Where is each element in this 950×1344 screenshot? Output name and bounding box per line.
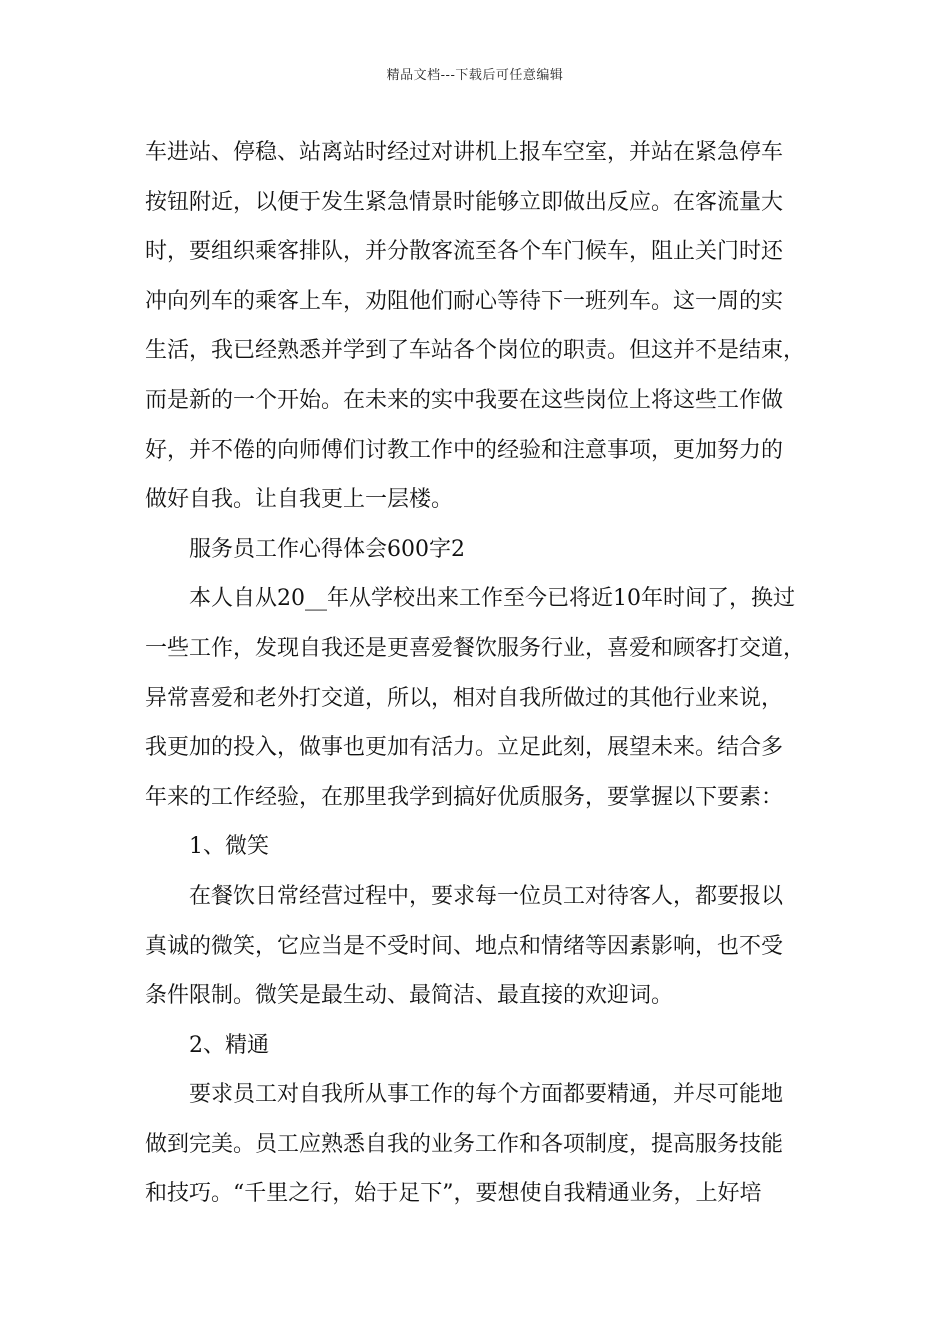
- document-body: [145, 128, 810, 1219]
- body-text-line: 我更加的投入，做事也更加有活力。立足此刻，展望未来。结合多: [145, 735, 784, 761]
- body-text-line: 年来的工作经验，在那里我学到搞好优质服务，要掌握以下要素：: [145, 784, 784, 810]
- list-heading: 2、精通: [189, 1032, 269, 1058]
- body-text-line: 本人自从20__年从学校出来工作至今已将近10年时间了，换过: [189, 586, 795, 612]
- section-title: 服务员工作心得体会600字2: [189, 536, 465, 562]
- body-text-line: 冲向列车的乘客上车，劝阻他们耐心等待下一班列车。这一周的实: [145, 288, 784, 314]
- body-text-line: 和技巧。“千里之行，始于足下”，要想使自我精通业务，上好培: [145, 1181, 762, 1207]
- body-text-line: 条件限制。微笑是最生动、最简洁、最直接的欢迎词。: [145, 983, 674, 1009]
- body-text-line: 车进站、停稳、站离站时经过对讲机上报车空室，并站在紧急停车: [145, 140, 784, 165]
- body-text-line: 而是新的一个开始。在未来的实中我要在这些岗位上将这些工作做: [145, 387, 784, 413]
- body-text-line: 真诚的微笑，它应当是不受时间、地点和情绪等因素影响，也不受: [145, 933, 784, 959]
- body-text-line: 按钮附近，以便于发生紧急情景时能够立即做出反应。在客流量大: [145, 189, 784, 215]
- body-text-line: 在餐饮日常经营过程中，要求每一位员工对待客人，都要报以: [189, 883, 784, 909]
- body-text-line: 生活，我已经熟悉并学到了车站各个岗位的职责。但这并不是结束，: [145, 338, 806, 364]
- body-text-line: 一些工作，发现自我还是更喜爱餐饮服务行业，喜爱和顾客打交道，: [145, 635, 806, 661]
- body-text-line: 做好自我。让自我更上一层楼。: [145, 487, 454, 513]
- body-text-line: 异常喜爱和老外打交道，所以，相对自我所做过的其他行业来说，: [145, 685, 784, 711]
- body-text-line: 时，要组织乘客排队，并分散客流至各个车门候车，阻止关门时还: [145, 239, 784, 265]
- body-text-line: 好，并不倦的向师傅们讨教工作中的经验和注意事项，更加努力的: [145, 437, 784, 463]
- body-text-line: 要求员工对自我所从事工作的每个方面都要精通，并尽可能地: [189, 1082, 784, 1108]
- list-heading: 1、微笑: [189, 834, 269, 860]
- body-text-line: 做到完美。员工应熟悉自我的业务工作和各项制度，提高服务技能: [145, 1131, 784, 1157]
- page-header: 精品文档---下载后可任意编辑: [386, 68, 564, 83]
